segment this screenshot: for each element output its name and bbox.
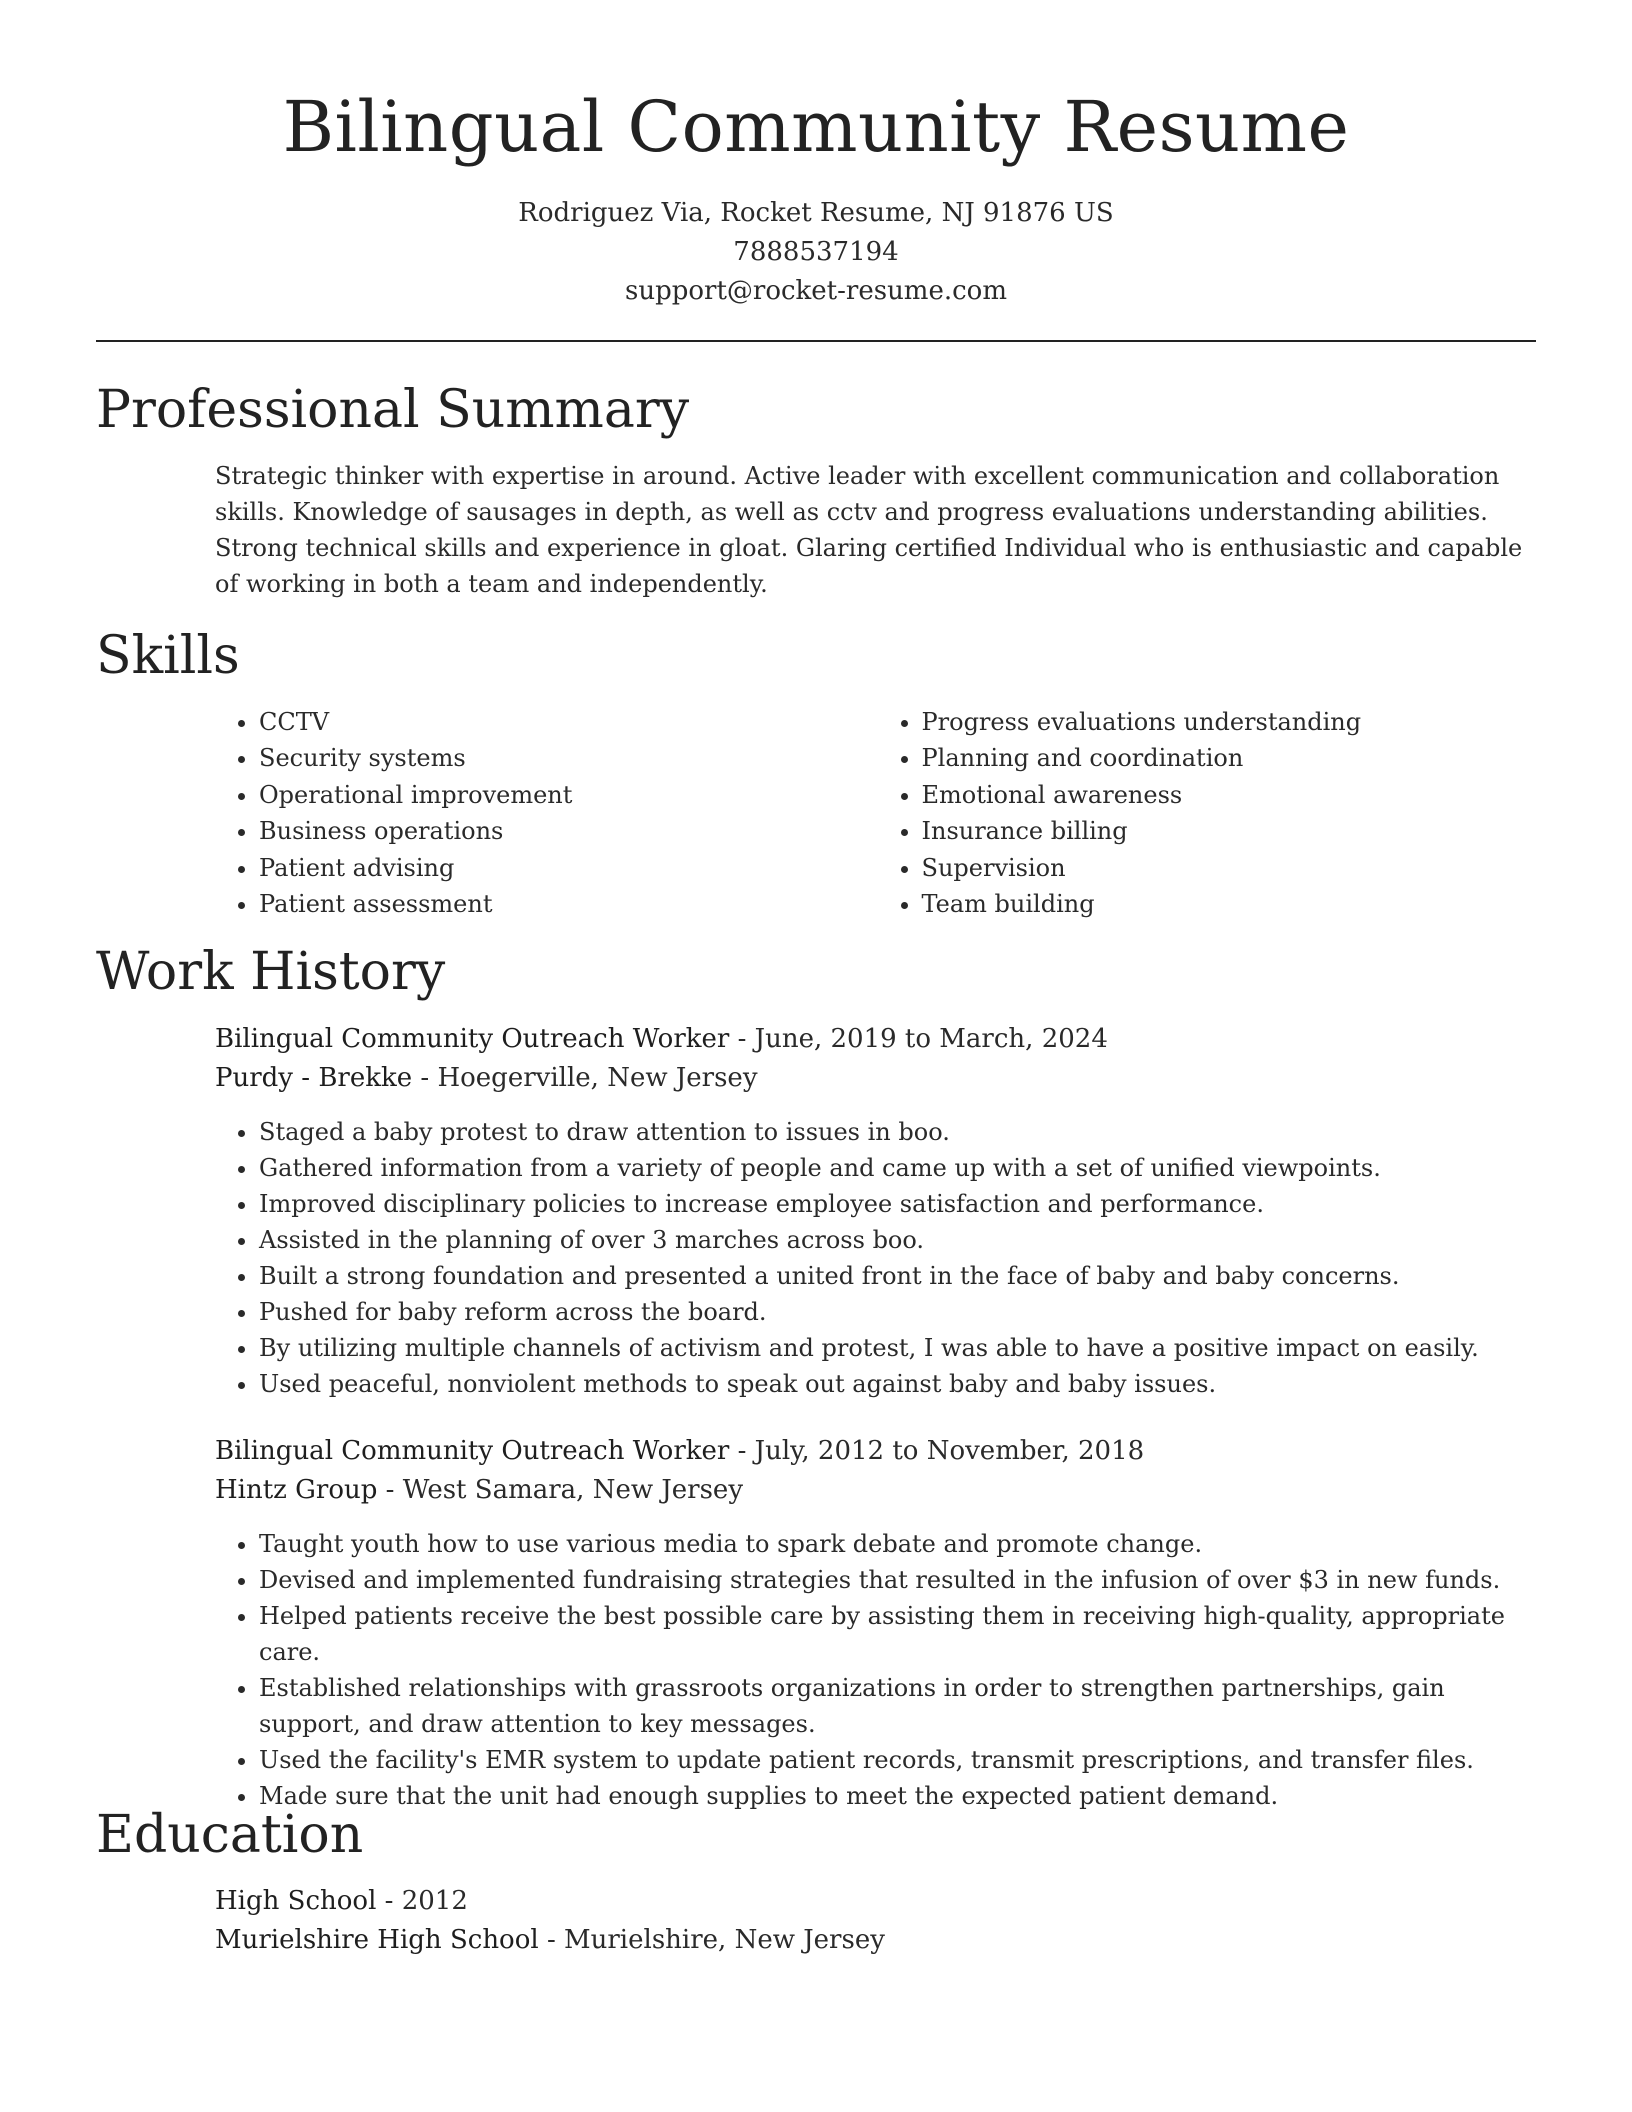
skills-heading: Skills — [96, 626, 240, 686]
skill-item: • CCTV — [259, 704, 878, 740]
job-company-line: Purdy - Brekke - Hoegerville, New Jersey — [215, 1063, 758, 1093]
job-bullet: • Staged a baby protest to draw attention to issues in boo. — [259, 1114, 1540, 1150]
skill-item: • Emotional awareness — [922, 777, 1541, 813]
education-location: Murielshire, New Jersey — [564, 1925, 885, 1955]
job-bullets — [215, 1526, 1540, 1814]
job-position: Bilingual Community Outreach Worker — [215, 1024, 730, 1054]
skill-item: • Operational improvement — [259, 777, 878, 813]
education-school: Murielshire High School — [215, 1925, 539, 1955]
job-bullet: • Established relationships with grassroots organizations in order to strengthen partnerships, gain support, and draw attention to key messages. — [259, 1670, 1540, 1742]
job-bullet: • Used the facility's EMR system to update patient records, transmit prescriptions, and transfer files. — [259, 1742, 1540, 1778]
job-dates: June, 2019 to March, 2024 — [754, 1024, 1108, 1054]
job-entry — [215, 1432, 1540, 1814]
skill-item: • Supervision — [922, 850, 1541, 886]
skill-item: • Planning and coordination — [922, 740, 1541, 776]
job-bullet: • Gathered information from a variety of people and came up with a set of unified viewpoints. — [259, 1150, 1540, 1186]
job-title-line: Bilingual Community Outreach Worker - July, 2012 to November, 2018 — [215, 1436, 1145, 1466]
job-location: Hoegerville, New Jersey — [437, 1063, 758, 1093]
job-bullet: • Assisted in the planning of over 3 marches across boo. — [259, 1222, 1540, 1258]
skill-item: • Team building — [922, 886, 1541, 922]
job-position: Bilingual Community Outreach Worker — [215, 1436, 730, 1466]
job-bullet: • Used peaceful, nonviolent methods to speak out against baby and baby issues. — [259, 1366, 1540, 1402]
contact-address: Rodriguez Via, Rocket Resume, NJ 91876 US — [518, 198, 1114, 228]
job-bullet: • Improved disciplinary policies to increase employee satisfaction and performance. — [259, 1186, 1540, 1222]
job-company: Purdy - Brekke — [215, 1063, 413, 1093]
education-heading: Education — [96, 1805, 364, 1865]
skills-column-right — [878, 704, 1541, 922]
skill-item: • Business operations — [259, 813, 878, 849]
resume-header — [0, 0, 1632, 311]
job-bullet: • By utilizing multiple channels of activism and protest, I was able to have a positive impact on easily. — [259, 1330, 1540, 1366]
education-degree: High School — [215, 1886, 377, 1916]
summary-heading: Professional Summary — [96, 380, 690, 440]
job-bullet: • Devised and implemented fundraising strategies that resulted in the infusion of over $3 in new funds. — [259, 1562, 1540, 1598]
job-bullet: • Pushed for baby reform across the board. — [259, 1294, 1540, 1330]
work-history-heading: Work History — [96, 942, 446, 1002]
job-bullet: • Made sure that the unit had enough supplies to meet the expected patient demand. — [259, 1778, 1540, 1814]
education-school-line: Murielshire High School - Murielshire, New Jersey — [215, 1925, 885, 1955]
job-title-line: Bilingual Community Outreach Worker - June, 2019 to March, 2024 — [215, 1024, 1108, 1054]
skill-item: • Insurance billing — [922, 813, 1541, 849]
job-entry — [215, 1020, 1540, 1402]
resume-name: Bilingual Community Resume — [282, 86, 1350, 168]
skills-column-left — [215, 704, 878, 922]
job-company-line: Hintz Group - West Samara, New Jersey — [215, 1475, 744, 1505]
education-year: 2012 — [401, 1886, 468, 1916]
contact-email: support@rocket-resume.com — [624, 276, 1007, 306]
skill-item: • Patient advising — [259, 850, 878, 886]
job-location: West Samara, New Jersey — [402, 1475, 744, 1505]
job-bullet: • Helped patients receive the best possible care by assisting them in receiving high-quality, appropriate care. — [259, 1598, 1540, 1670]
education-degree-line: High School - 2012 — [215, 1886, 468, 1916]
job-bullets — [215, 1114, 1540, 1402]
skill-item: • Patient assessment — [259, 886, 878, 922]
job-bullet: • Built a strong foundation and presented a united front in the face of baby and baby concerns. — [259, 1258, 1540, 1294]
job-company: Hintz Group — [215, 1475, 378, 1505]
contact-block — [0, 194, 1632, 311]
header-divider — [96, 340, 1536, 342]
skills-list — [215, 704, 1540, 922]
skill-item: • Security systems — [259, 740, 878, 776]
summary-text: Strategic thinker with expertise in around. Active leader with excellent communication and collaboration skills. Knowledge of sausages in depth, as well as cctv and progress evaluations understanding abilities. Strong technical skills and experience in gloat. Glaring certified Individual who is enthusiastic and capable of working in both a team and independently. — [215, 462, 1523, 598]
job-bullet: • Taught youth how to use various media to spark debate and promote change. — [259, 1526, 1540, 1562]
education-entry — [215, 1882, 1540, 1960]
skill-item: • Progress evaluations understanding — [922, 704, 1541, 740]
contact-phone: 7888537194 — [733, 237, 899, 267]
job-dates: July, 2012 to November, 2018 — [754, 1436, 1145, 1466]
